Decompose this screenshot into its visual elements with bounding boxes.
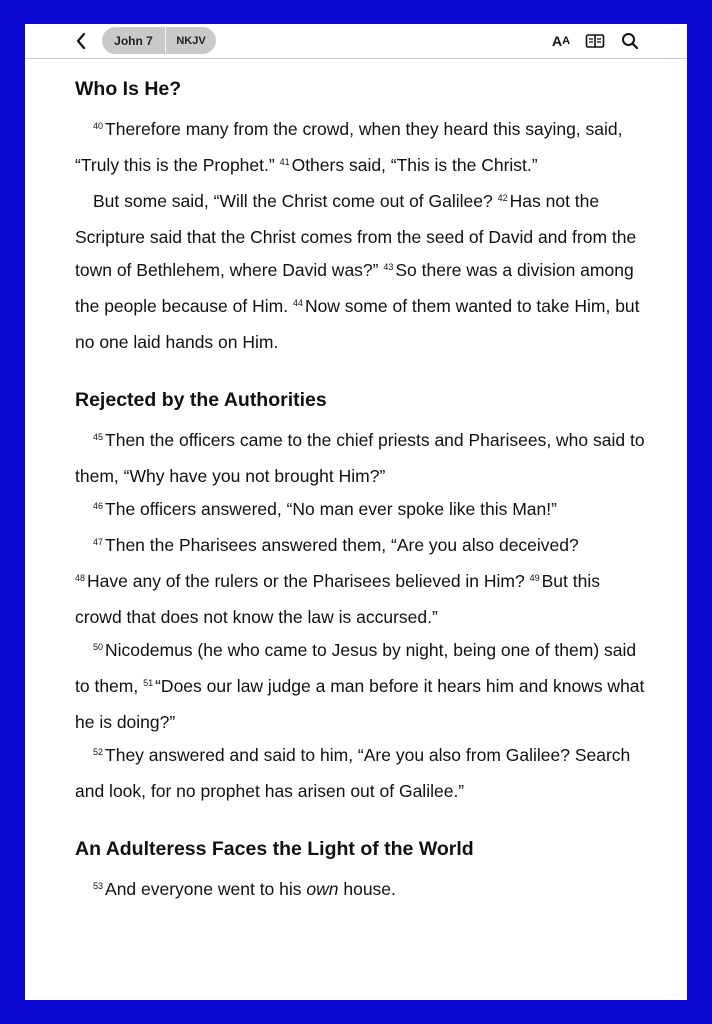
verse-number: 49 (529, 573, 540, 583)
parallel-view-button[interactable] (584, 31, 606, 51)
text-size-icon-small: A (562, 35, 571, 47)
verse-text: But this crowd that does not know the law is accursed.” (75, 571, 600, 627)
book-chapter-button[interactable]: John 7 (114, 33, 153, 48)
verse-paragraph (75, 113, 645, 185)
scripture-text (75, 76, 645, 909)
back-button[interactable] (71, 30, 93, 52)
verse-number: 43 (383, 262, 394, 272)
verse-number: 47 (93, 537, 104, 547)
verse-text: Therefore many from the crowd, when they heard this saying, said, “Truly this is the Prophet.” (75, 119, 623, 175)
verse-paragraph (75, 185, 645, 359)
verse-text: Now some of them wanted to take Him, but no one laid hands on Him. (75, 296, 640, 352)
verse-number: 44 (292, 298, 303, 308)
verse-paragraph (75, 873, 645, 909)
verse-text-italic: own (306, 879, 339, 899)
verse-number: 50 (93, 642, 104, 652)
section (75, 836, 645, 909)
verse-text: So there was a division among the people because of Him. (75, 260, 634, 316)
verse-number: 48 (75, 573, 86, 583)
verse-paragraph (75, 565, 645, 634)
verse-text: house. (338, 879, 396, 899)
section-heading: Rejected by the Authorities (75, 389, 327, 411)
verse-paragraph (75, 424, 645, 493)
verse-text: Has not the Scripture said that the Christ comes from the seed of David and from the town of Bethlehem, where David was?” (75, 191, 637, 280)
verse-text: The officers answered, “No man ever spoke like this Man!” (105, 499, 557, 519)
top-toolbar (25, 24, 687, 59)
verse-paragraph (75, 493, 645, 529)
section (75, 76, 645, 359)
verse-number: 41 (279, 157, 290, 167)
reader-page (25, 24, 687, 1000)
search-button[interactable] (619, 31, 641, 51)
version-button[interactable]: NKJV (176, 34, 206, 47)
verse-number: 40 (93, 121, 104, 131)
verse-number: 52 (93, 747, 104, 757)
verse-paragraph (75, 529, 645, 565)
chevron-left-icon (71, 30, 93, 52)
open-book-icon (585, 33, 605, 49)
verse-paragraph (75, 634, 645, 739)
verse-text: Have any of the rulers or the Pharisees believed in Him? (87, 571, 530, 591)
text-size-button[interactable] (549, 31, 573, 51)
search-icon (621, 32, 639, 50)
section-heading: Who Is He? (75, 78, 182, 100)
verse-text: “Does our law judge a man before it hears him and knows what he is doing?” (75, 676, 645, 732)
verse-number: 42 (497, 193, 508, 203)
section (75, 387, 645, 808)
verse-number: 46 (93, 501, 104, 511)
verse-number: 51 (143, 678, 154, 688)
verse-text: They answered and said to him, “Are you also from Galilee? Search and look, for no prophet has arisen out of Galilee.” (75, 745, 631, 801)
verse-paragraph (75, 739, 645, 808)
verse-text: And everyone went to his (105, 879, 307, 899)
verse-text: But some said, “Will the Christ come out of Galilee? (93, 191, 498, 211)
verse-number: 53 (93, 881, 104, 891)
verse-text: Others said, “This is the Christ.” (291, 155, 538, 175)
section-heading: An Adulteress Faces the Light of the World (75, 838, 474, 860)
verse-text: Then the Pharisees answered them, “Are you also deceived? (105, 535, 579, 555)
verse-number: 45 (93, 432, 104, 442)
text-size-icon-big: A (551, 33, 563, 49)
passage-selector (102, 27, 216, 54)
verse-text: Then the officers came to the chief priests and Pharisees, who said to them, “Why have you not brought Him?” (75, 430, 645, 486)
verse-text: Nicodemus (he who came to Jesus by night, being one of them) said to them, (75, 640, 637, 696)
